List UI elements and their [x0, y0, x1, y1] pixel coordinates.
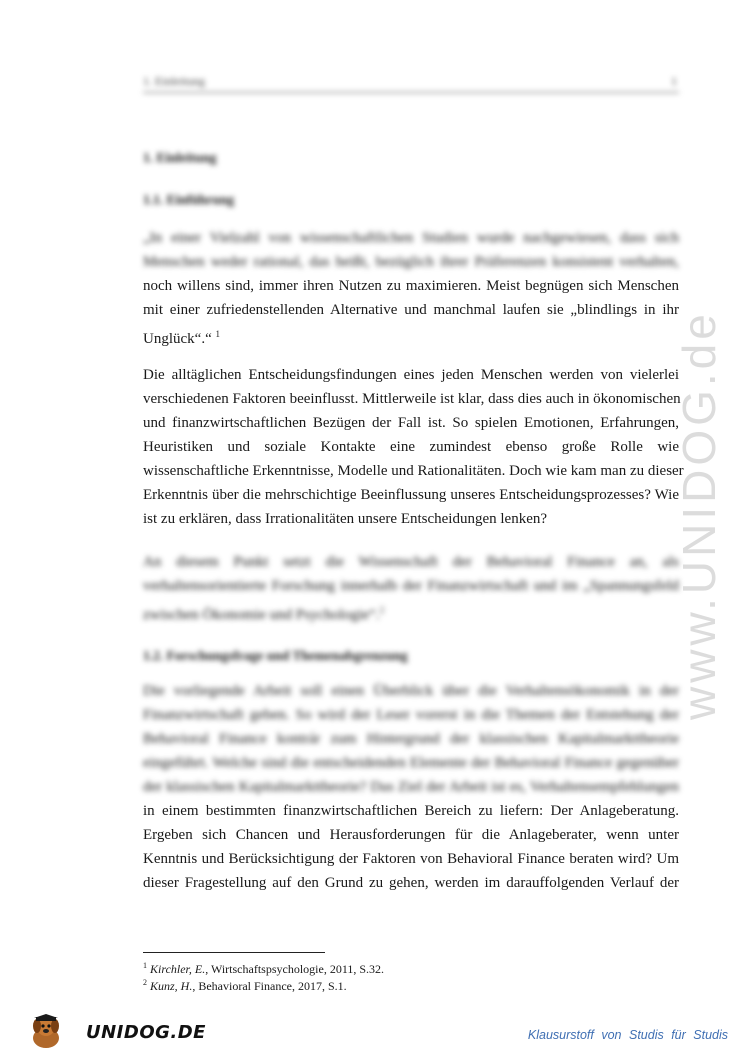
footnote-ref: 1 — [215, 329, 220, 339]
header-page-number: 1 — [671, 74, 677, 88]
paragraph-decisions — [143, 363, 684, 531]
header-chapter: 1. Einleitung — [143, 74, 205, 88]
paragraph-quote — [143, 226, 679, 346]
text-line: in einem bestimmten finanzwirtschaftlichen Bereich zu liefern: Der Anlageberatung. — [143, 803, 679, 819]
footnote-ref: 2 — [379, 605, 385, 615]
text-line: und finanzwirtschaftlichen Bezügen der Fall ist. So spielen Emotionen, Erfahrungen, — [143, 415, 679, 431]
text-line: „In einer Vielzahl von wissenschaftlichen Studien wurde nachgewiesen, dass sich — [143, 230, 679, 246]
text-line-content: Unglück“.“ — [143, 331, 212, 347]
unidog-logo — [26, 1014, 206, 1050]
footnote-text: , Behavioral Finance, 2017, S.1. — [192, 979, 347, 993]
footnote-text: , Wirtschaftspsychologie, 2011, S.32. — [205, 962, 385, 976]
text-line: ist zu erklären, dass Irrationalitäten unsere Entscheidungen lenken? — [143, 511, 548, 527]
section-heading-1: 1.1. Einführung — [143, 192, 235, 207]
text-line: Die vorliegende Arbeit soll einen Überblick über die Verhaltensökonomik in der — [143, 683, 679, 699]
text-line: Kenntnis und Berücksichtigung der Faktoren von Behavioral Finance beraten wird? Um — [143, 851, 679, 867]
footnote-author: Kirchler, E. — [150, 962, 206, 976]
text-line: An diesem Punkt setzt die Wissenschaft der Behavioral Finance an, als — [143, 554, 679, 570]
text-line: der klassischen Kapitalmarkttheorie? Das Ziel der Arbeit ist es, Verhaltensempfehlungen — [143, 779, 679, 795]
footnote-divider — [143, 952, 325, 953]
chapter-heading: 1. Einleitung — [143, 150, 217, 165]
text-line: verhaltensorientierte Forschung innerhalb der Finanzwirtschaft und im „Spannungsfeld — [143, 578, 679, 594]
text-line: Finanzwirtschaft geben. So wird der Leser vorerst in die Themen der Entstehung der — [143, 707, 679, 723]
text-line: Die alltäglichen Entscheidungsfindungen eines jeden Menschen werden von vielerlei — [143, 367, 679, 383]
text-line: dieser Fragestellung auf den Grund zu gehen, werden im darauffolgenden Verlauf der — [143, 875, 679, 891]
text-line — [143, 598, 679, 622]
logo-text: UNIDOG.DE — [86, 1022, 206, 1043]
text-line — [143, 322, 679, 346]
text-line-content: zwischen Ökonomie und Psychologie“. — [143, 607, 380, 623]
running-header — [143, 70, 679, 93]
paragraph-research-question — [143, 679, 679, 895]
tagline: Klausurstoff von Studis für Studis — [527, 1028, 728, 1042]
watermark-url: www.UNIDOG.de — [673, 310, 725, 720]
dog-mascot-icon — [26, 1014, 66, 1050]
paragraph-behavioral-finance — [143, 550, 679, 622]
text-line: mit einer zufriedenstellenden Alternative und manchmal laufen sie „blindlings in ihr — [143, 302, 679, 318]
footnote-author: Kunz, H. — [150, 979, 193, 993]
text-line: noch willens sind, immer ihren Nutzen zu maximieren. Meist begnügen sich Menschen — [143, 278, 679, 294]
footnote-number: 1 — [143, 961, 147, 970]
section-heading-2: 1.2. Forschungsfrage und Themenabgrenzung — [143, 648, 408, 663]
text-line: Menschen weder rational, das heißt, bezüglich ihrer Präferenzen konsistent verhalten, — [143, 254, 679, 270]
text-line: Heuristiken und soziale Kontakte eine zumindest ebenso große Rolle wie — [143, 439, 679, 455]
footnote-number: 2 — [143, 978, 147, 987]
text-line: wissenschaftliche Erkenntnisse, Modelle und Rationalitäten. Doch wie kam man zu dieser — [143, 463, 684, 479]
text-line: Behavioral Finance kontrár zum Hintergrund der klassischen Kapitalmarkttheorie — [143, 731, 679, 747]
footnote-1 — [143, 959, 384, 976]
text-line: verschiedenen Faktoren beeinflusst. Mittlerweile ist klar, dass dies auch in ökonomischen — [143, 391, 681, 407]
footnotes — [143, 959, 384, 993]
text-line: Erkenntnis über die mehrschichtige Beeinflussung unseres Entscheidungsprozesses? Wie — [143, 487, 679, 503]
text-line: eingeführt. Welche sind die entscheidenden Elemente der Behavioral Finance gegenüber — [143, 755, 679, 771]
text-line: Ergeben sich Chancen und Herausforderungen für die Anlageberater, wenn unter — [143, 827, 679, 843]
footnote-2 — [143, 976, 384, 993]
